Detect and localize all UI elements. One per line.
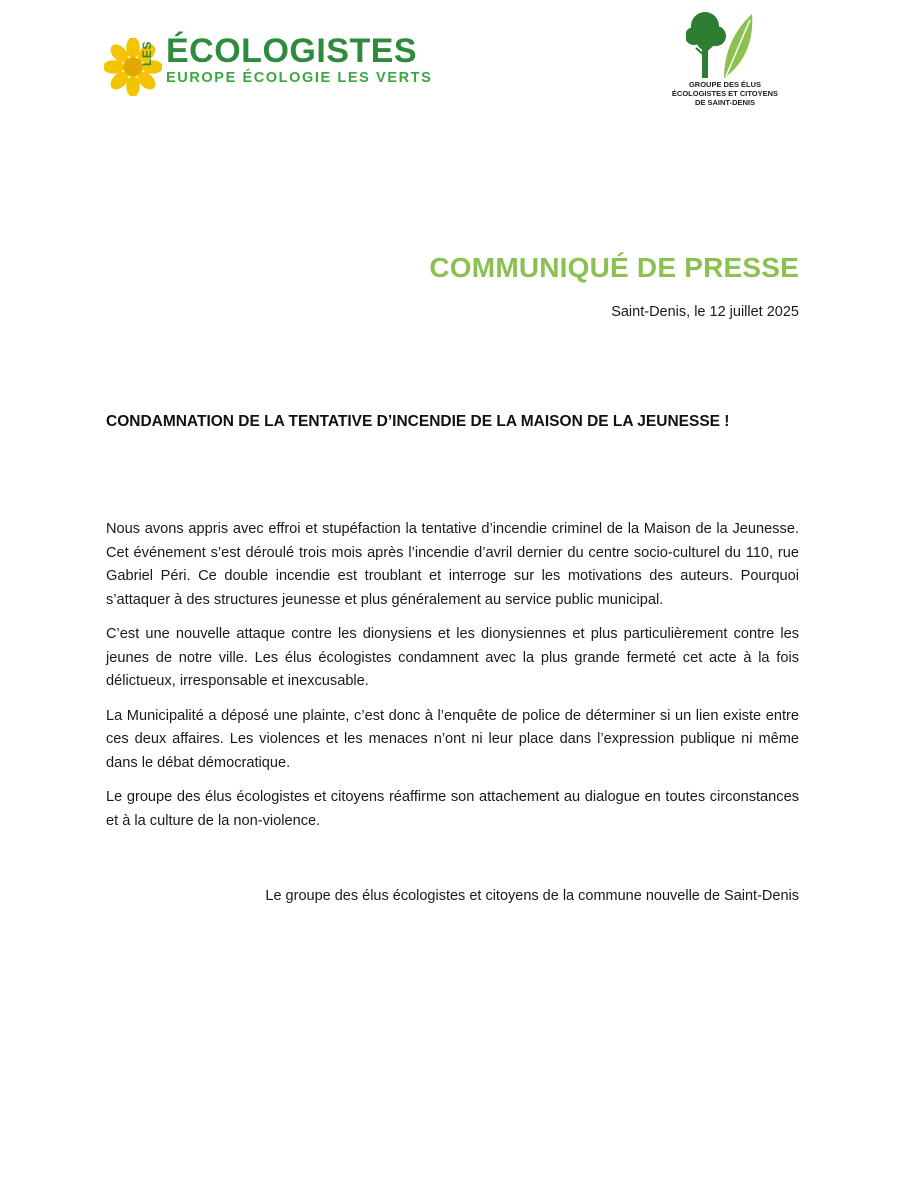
date-line: Saint-Denis, le 12 juillet 2025 bbox=[611, 304, 799, 320]
paragraph: Nous avons appris avec effroi et stupéfaction la tentative d’incendie criminel de la Maison de la Jeunesse. Cet événement s’est déroulé trois mois après l’incendie d’avril dernier du centre socio-culturel du 110, rue Gabriel Péri. Ce double incendie est troublant et interroge sur les motivations des auteurs. Pourquoi s’attaquer à des structures jeunesse et plus généralement au service public municipal. bbox=[106, 521, 799, 608]
tree-leaf-icon bbox=[686, 8, 756, 80]
body-text bbox=[106, 518, 799, 844]
signature: Le groupe des élus écologistes et citoyens de la commune nouvelle de Saint-Denis bbox=[265, 888, 799, 904]
les-ecologistes-logo bbox=[104, 28, 444, 98]
paragraph: Le groupe des élus écologistes et citoyens réaffirme son attachement au dialogue en toutes circonstances et à la culture de la non-violence. bbox=[106, 789, 799, 829]
group-name: GROUPE DES ÉLUS ÉCOLOGISTES ET CITOYENS DE SAINT-DENIS bbox=[671, 80, 779, 107]
page-title: COMMUNIQUÉ DE PRESSE bbox=[429, 252, 799, 283]
headline: CONDAMNATION DE LA TENTATIVE D’INCENDIE DE LA MAISON DE LA JEUNESSE ! bbox=[106, 413, 730, 430]
logo-les-label: LES bbox=[140, 41, 154, 66]
group-logo bbox=[660, 8, 790, 126]
paragraph: C’est une nouvelle attaque contre les dionysiens et les dionysiennes et plus particulièrement contre les jeunes de notre ville. Les élus écologistes condamnent avec la plus grande fermeté cet acte à la fois délictueux, irresponsable et inexcusable. bbox=[106, 626, 799, 689]
logo-brand-name: ÉCOLOGISTES bbox=[166, 32, 418, 70]
logo-tagline: EUROPE ÉCOLOGIE LES VERTS bbox=[166, 70, 433, 86]
paragraph: La Municipalité a déposé une plainte, c’est donc à l’enquête de police de déterminer si un lien existe entre ces deux affaires. Les violences et les menaces n’ont ni leur place dans l’expression publique ni même dans le débat démocratique. bbox=[106, 707, 799, 771]
